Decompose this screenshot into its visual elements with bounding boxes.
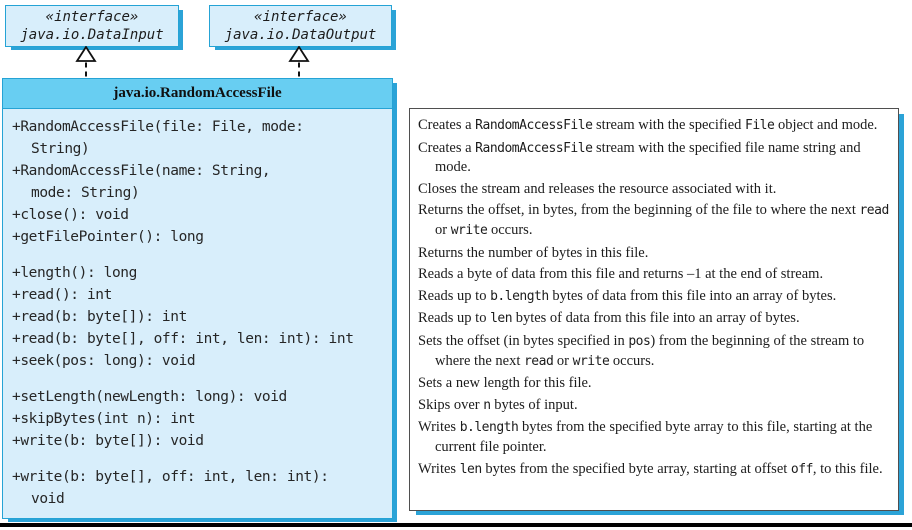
method-description: Creates a RandomAccessFile stream with the specified file name string and mode. — [418, 139, 861, 176]
class-box-randomaccessfile — [2, 78, 393, 519]
method-description: Writes b.length bytes from the specified byte array to this file, starting at the current file pointer. — [418, 419, 873, 455]
method-description: Reads up to b.length bytes of data from this file into an array of bytes. — [418, 287, 837, 304]
interface-box-datainput — [5, 5, 179, 47]
interface-box-dataoutput — [209, 5, 392, 47]
method-description: Writes len bytes from the specified byte array, starting at offset off, to this file. — [418, 460, 883, 477]
method-list — [3, 109, 392, 516]
description-box — [409, 108, 899, 511]
method-description: Creates a RandomAccessFile stream with the specified File object and mode. — [418, 117, 878, 133]
method-signature: +write(b: byte[], off: int, len: int): void — [12, 469, 329, 507]
method-description: Returns the number of bytes in this file. — [418, 244, 649, 261]
realization-arrow-icon — [75, 46, 97, 80]
interface-name: java.io.DataInput — [20, 27, 164, 43]
stereotype-label: «interface» — [45, 9, 139, 25]
realization-arrow-icon — [288, 46, 310, 80]
method-signature: +read(b: byte[]): int — [12, 309, 187, 325]
method-signature: +RandomAccessFile(name: String, mode: String) — [12, 163, 271, 201]
description-list — [418, 116, 890, 479]
method-signature: +setLength(newLength: long): void — [12, 389, 287, 405]
method-signature: +seek(pos: long): void — [12, 353, 196, 369]
method-description: Sets a new length for this file. — [418, 375, 592, 392]
method-signature: +read(): int — [12, 287, 112, 303]
method-description: Returns the offset, in bytes, from the beginning of the file to where the next read or write occurs. — [418, 202, 889, 238]
method-description: Reads up to len bytes of data from this file into an array of bytes. — [418, 310, 800, 327]
method-description: Sets the offset (in bytes specified in pos) from the beginning of the stream to where the next read or write occurs. — [418, 332, 865, 369]
interface-name: java.io.DataOutput — [224, 27, 377, 43]
method-description: Closes the stream and releases the resource associated with it. — [418, 180, 777, 197]
class-title: java.io.RandomAccessFile — [3, 79, 392, 109]
method-signature: +skipBytes(int n): int — [12, 411, 196, 427]
stereotype-label: «interface» — [254, 9, 347, 25]
bottom-rule — [0, 523, 912, 527]
method-description: Reads a byte of data from this file and returns –1 at the end of stream. — [418, 266, 824, 283]
method-signature: +write(b: byte[]): void — [12, 433, 204, 449]
method-description: Skips over n bytes of input. — [418, 396, 578, 413]
method-signature: +close(): void — [12, 207, 129, 223]
method-signature: +length(): long — [12, 265, 137, 281]
method-signature: +getFilePointer(): long — [12, 229, 204, 245]
method-signature: +RandomAccessFile(file: File, mode: String) — [12, 119, 304, 157]
method-signature: +read(b: byte[], off: int, len: int): int — [12, 331, 354, 347]
